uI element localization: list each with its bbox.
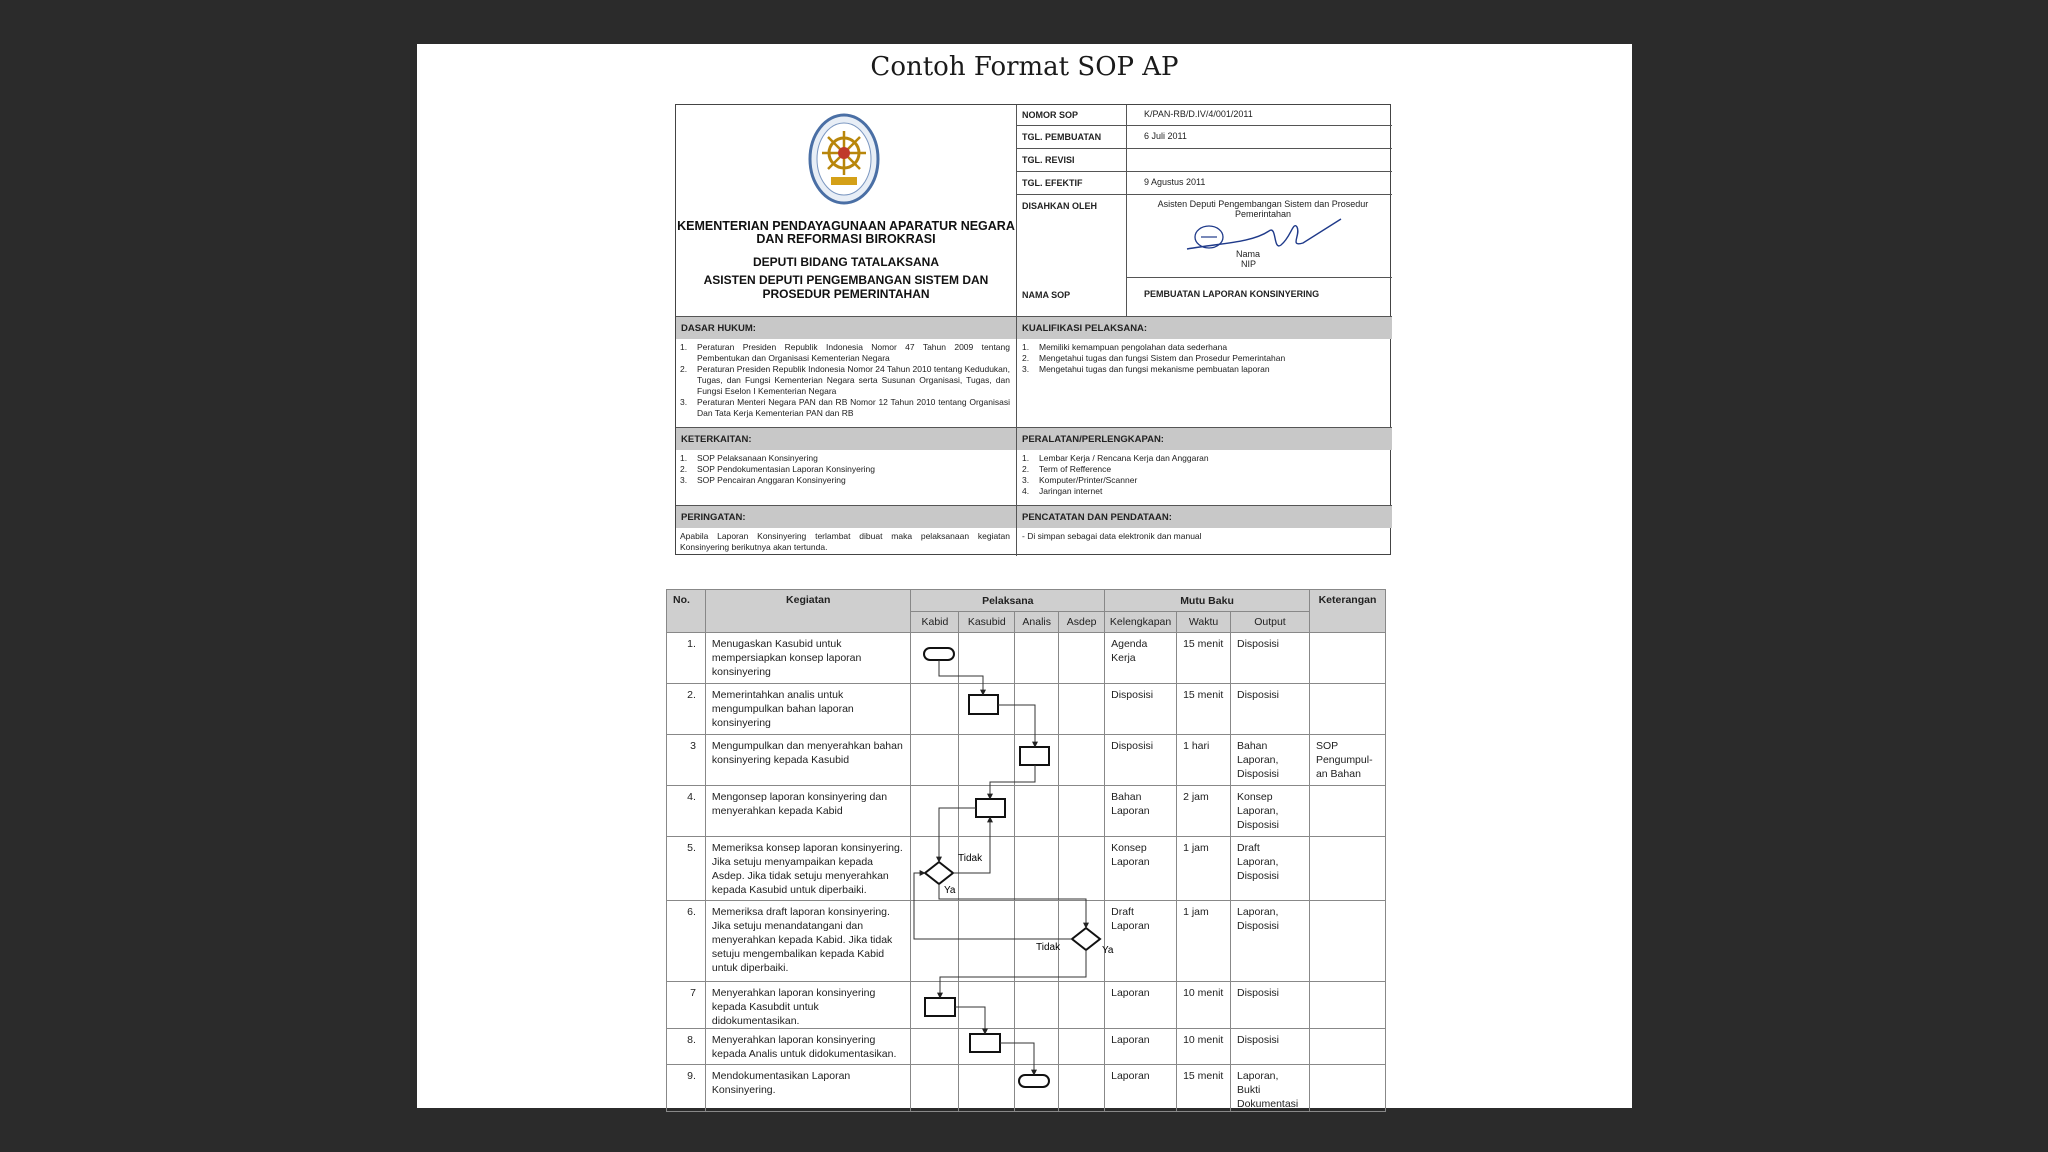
agency-line-2: DAN REFORMASI BIROKRASI [756,232,936,246]
dasar-hukum-list [680,342,1010,419]
list-item: 2. Peraturan Presiden Republik Indonesia Nomor 24 Tahun 2010 tentang Kedudukan, Tugas, dan Fungsi Kementerian Negara serta Susunan Organisasi, Tugas, dan Fungsi Eselon I Kementerian Negara [680,364,1010,396]
table-row [667,901,1386,982]
row-kelengkapan: Agenda Kerja [1105,633,1177,684]
list-item: 1. Memiliki kemampuan pengolahan data sederhana [1022,342,1228,352]
section-peringatan: PERINGATAN: [676,506,1016,528]
meta-value-nomor: K/PAN-RB/D.IV/4/001/2011 [1144,109,1253,119]
row-output: Konsep Laporan, Disposisi [1230,786,1309,837]
row-kegiatan: Menyerahkan laporan konsinyering kepada Analis untuk didokumentasikan. [705,1029,911,1065]
sop-flow-table [666,589,1386,1110]
section-dasar-hukum: DASAR HUKUM: [676,317,1016,339]
table-row [667,982,1386,1029]
row-keterangan [1309,901,1385,982]
row-no: 5. [667,837,706,901]
col-header-analis: Analis [1015,612,1059,633]
table-row [667,1065,1386,1112]
keterkaitan-list [680,453,1010,486]
table-row [667,684,1386,735]
row-kegiatan: Mengonsep laporan konsinyering dan menyerahkan kepada Kabid [705,786,911,837]
row-kegiatan: Memerintahkan analis untuk mengumpulkan bahan laporan konsinyering [705,684,911,735]
col-header-output: Output [1230,612,1309,633]
row-kelengkapan: Draft Laporan [1105,901,1177,982]
list-item: 3. Mengetahui tugas dan fungsi mekanisme pembuatan laporan [1022,364,1270,374]
assistant-line-1: ASISTEN DEPUTI PENGEMBANGAN SISTEM DAN [703,273,989,287]
deputy-name: DEPUTI BIDANG TATALAKSANA [753,255,939,269]
col-header-kasubid: Kasubid [959,612,1015,633]
row-waktu: 1 jam [1177,837,1231,901]
peringatan-text: Apabila Laporan Konsinyering terlambat dibuat maka pelaksanaan kegiatan Konsinyering berikutnya akan tertunda. [680,531,1010,552]
signature-name: Nama [1236,249,1261,259]
section-keterkaitan: KETERKAITAN: [676,428,1016,450]
row-output: Disposisi [1230,982,1309,1029]
row-keterangan [1309,982,1385,1029]
row-waktu: 10 menit [1177,982,1231,1029]
agency-line-1: KEMENTERIAN PENDAYAGUNAAN APARATUR NEGARA [677,219,1015,233]
label-ya-kabid: Ya [944,885,956,896]
row-kelengkapan: Disposisi [1105,735,1177,786]
row-output: Laporan, Disposisi [1230,901,1309,982]
meta-value-pembuatan: 6 Juli 2011 [1144,131,1187,141]
list-item: 1. SOP Pelaksanaan Konsinyering [680,453,818,463]
row-kegiatan: Memeriksa draft laporan konsinyering. Jika setuju menandatangani dan menyerahkan kepada Kabid. Jika tidak setuju mengembalikan kepada Kabid untuk diperbaiki. [705,901,911,982]
meta-label-nama-sop: NAMA SOP [1022,290,1071,300]
list-item: 3. Peraturan Menteri Negara PAN dan RB Nomor 12 Tahun 2010 tentang Organisasi Dan Tata Kerja Kementerian PAN dan RB [680,397,1010,418]
meta-label-disahkan: DISAHKAN OLEH [1022,201,1098,211]
ministry-emblem-icon [807,113,881,207]
row-output: Disposisi [1230,633,1309,684]
list-item: 2. Mengetahui tugas dan fungsi Sistem dan Prosedur Pemerintahan [1022,353,1286,363]
row-keterangan [1309,1029,1385,1065]
row-output: Disposisi [1230,1029,1309,1065]
meta-label-efektif: TGL. EFEKTIF [1022,178,1083,188]
list-item: 4. Jaringan internet [1022,486,1103,496]
signature-icon [1181,217,1346,257]
row-no: 4. [667,786,706,837]
col-header-pelaksana: Pelaksana [911,590,1105,612]
kualifikasi-list [1022,342,1382,375]
row-no: 9. [667,1065,706,1112]
list-item: 1. Lembar Kerja / Rencana Kerja dan Anggaran [1022,453,1209,463]
col-header-keterangan: Keterangan [1309,590,1385,633]
row-kegiatan: Menyerahkan laporan konsinyering kepada Kasubdit untuk didokumentasikan. [705,982,911,1029]
list-item: 3. SOP Pencairan Anggaran Konsinyering [680,475,846,485]
row-kegiatan: Memeriksa konsep laporan konsinyering. Jika setuju menyampaikan kepada Asdep. Jika tidak setuju menyerahkan kepada Kasubid untuk diperbaiki. [705,837,911,901]
row-output: Disposisi [1230,684,1309,735]
sop-header-document [675,104,1391,555]
row-waktu: 1 jam [1177,901,1231,982]
signature-nip: NIP [1241,259,1257,269]
row-waktu: 1 hari [1177,735,1231,786]
slide [417,44,1632,1108]
meta-value-efektif: 9 Agustus 2011 [1144,177,1206,187]
row-kelengkapan: Konsep Laporan [1105,837,1177,901]
list-item: 1. Peraturan Presiden Republik Indonesia Nomor 47 Tahun 2009 tentang Pembentukan dan Organisasi Kementerian Negara [680,342,1010,363]
col-header-waktu: Waktu [1177,612,1231,633]
row-keterangan: SOP Pengumpul-an Bahan [1309,735,1385,786]
row-keterangan [1309,684,1385,735]
meta-value-disahkan: Asisten Deputi Pengembangan Sistem dan Prosedur Pemerintahan [1157,199,1369,219]
row-waktu: 15 menit [1177,684,1231,735]
row-kegiatan: Menugaskan Kasubid untuk mempersiapkan konsep laporan konsinyering [705,633,911,684]
table-row [667,837,1386,901]
row-waktu: 15 menit [1177,633,1231,684]
row-no: 7 [667,982,706,1029]
label-ya-asdep: Ya [1102,945,1114,956]
table-row [667,786,1386,837]
row-waktu: 10 menit [1177,1029,1231,1065]
row-kelengkapan: Disposisi [1105,684,1177,735]
row-keterangan [1309,837,1385,901]
pencatatan-text: - Di simpan sebagai data elektronik dan manual [1022,531,1202,541]
meta-label-revisi: TGL. REVISI [1022,155,1075,165]
table-row [667,1029,1386,1065]
row-output: Laporan, Bukti Dokumentasi [1230,1065,1309,1112]
row-no: 1. [667,633,706,684]
section-kualifikasi: KUALIFIKASI PELAKSANA: [1017,317,1392,339]
row-no: 8. [667,1029,706,1065]
col-header-kegiatan: Kegiatan [705,590,911,633]
row-output: Draft Laporan, Disposisi [1230,837,1309,901]
section-peralatan: PERALATAN/PERLENGKAPAN: [1017,428,1392,450]
label-tidak-kabid: Tidak [958,853,983,864]
col-header-no: No. [667,590,706,633]
row-no: 2. [667,684,706,735]
list-item: 2. Term of Refference [1022,464,1112,474]
table-row [667,735,1386,786]
col-header-asdep: Asdep [1059,612,1105,633]
assistant-deputy-name [676,273,1016,301]
row-no: 3 [667,735,706,786]
agency-name [676,220,1016,246]
row-kegiatan: Mengumpulkan dan menyerahkan bahan konsinyering kepada Kasubid [705,735,911,786]
slide-title: Contoh Format SOP AP [870,52,1179,82]
col-header-mutu-baku: Mutu Baku [1105,590,1310,612]
row-kegiatan: Mendokumentasikan Laporan Konsinyering. [705,1065,911,1112]
peralatan-list [1022,453,1382,497]
list-item: 3. Komputer/Printer/Scanner [1022,475,1138,485]
meta-label-pembuatan: TGL. PEMBUATAN [1022,132,1102,142]
row-kelengkapan: Laporan [1105,1029,1177,1065]
col-header-kelengkapan: Kelengkapan [1105,612,1177,633]
row-kelengkapan: Bahan Laporan [1105,786,1177,837]
label-tidak-asdep: Tidak [1036,942,1061,953]
section-pencatatan: PENCATATAN DAN PENDATAAN: [1017,506,1392,528]
row-keterangan [1309,633,1385,684]
col-header-kabid: Kabid [911,612,959,633]
row-kelengkapan: Laporan [1105,982,1177,1029]
table-row [667,633,1386,684]
row-waktu: 2 jam [1177,786,1231,837]
row-output: Bahan Laporan, Disposisi [1230,735,1309,786]
flow-table [666,589,1386,1112]
row-waktu: 15 menit [1177,1065,1231,1112]
list-item: 2. SOP Pendokumentasian Laporan Konsinyering [680,464,875,474]
row-keterangan [1309,1065,1385,1112]
meta-label-nomor: NOMOR SOP [1022,110,1079,120]
assistant-line-2: PROSEDUR PEMERINTAHAN [762,287,930,301]
meta-value-nama-sop: PEMBUATAN LAPORAN KONSINYERING [1144,289,1320,299]
row-keterangan [1309,786,1385,837]
row-no: 6. [667,901,706,982]
row-kelengkapan: Laporan [1105,1065,1177,1112]
